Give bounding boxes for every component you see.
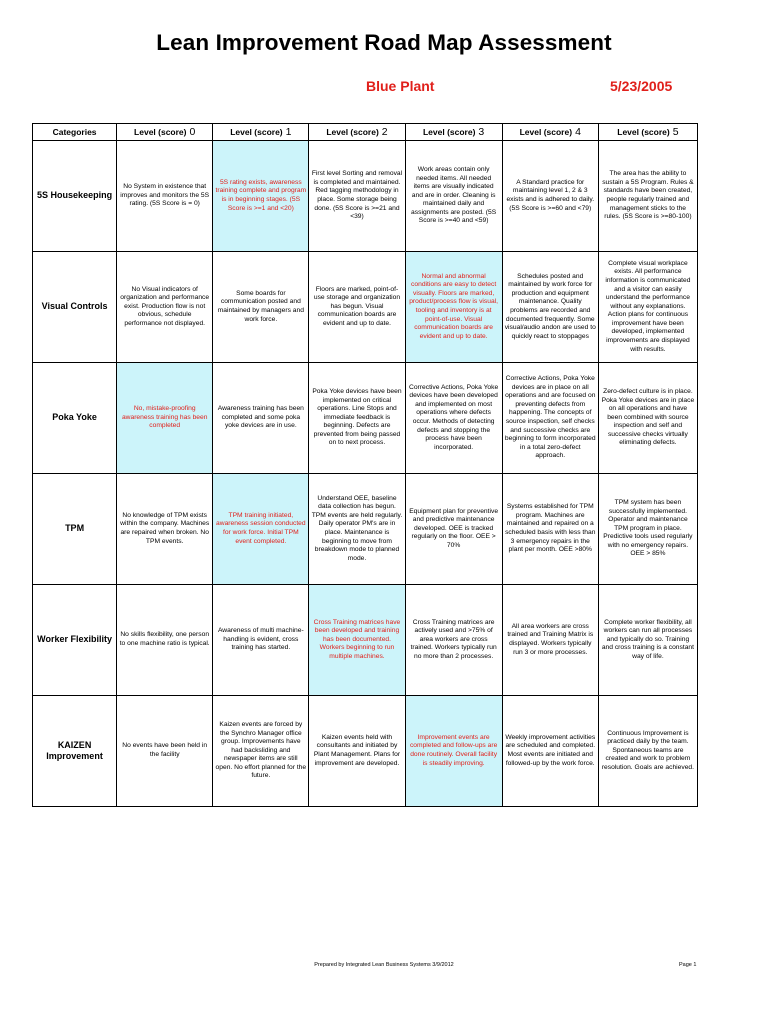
level-label: Level (score) xyxy=(422,127,476,137)
level-cell: Work areas contain only needed items. All needed items are visually indicated and are in order. Cleaning is maintained daily and assignments are posted. (5S Score is >=40 and <59) xyxy=(405,141,502,252)
level-cell: 5S rating exists, awareness training complete and program is in beginning stages. (5S Score is >=1 and <20) xyxy=(213,141,309,252)
category-cell: Visual Controls xyxy=(33,252,117,363)
header-level-2 xyxy=(309,124,405,141)
header-categories: Categories xyxy=(33,124,117,141)
level-cell: Awareness training has been completed and some poka yoke devices are in use. xyxy=(213,363,309,474)
level-number: 3 xyxy=(478,126,485,138)
level-cell: No, mistake-proofing awareness training has been completed xyxy=(117,363,213,474)
level-cell: Corrective Actions, Poka Yoke devices are in place on all operations and are focused on preventing defects from happening. The concepts of source inspection, self checks and successive checks are beginning to form incorporated in a total zero-defect approach. xyxy=(502,363,598,474)
level-cell: No System in existence that improves and monitors the 5S rating. (5S Score is = 0) xyxy=(117,141,213,252)
header-row xyxy=(33,124,698,141)
level-cell: Improvement events are completed and follow-ups are done routinely. Overall facility is steadily improving. xyxy=(405,696,502,807)
category-cell: Worker Flexibility xyxy=(33,585,117,696)
plant-name: Blue Plant xyxy=(366,78,435,94)
header-level-3 xyxy=(405,124,502,141)
level-cell: Normal and abnormal conditions are easy to detect visually. Floors are marked, product/process flow is visual, tooling and inventory is at point-of-use. Visual communication boards are evident and up to date. xyxy=(405,252,502,363)
level-cell: Poka Yoke devices have been implemented on critical operations. Line Stops and immediate feedback is beginning. Defects are prevented from being passed on to next process. xyxy=(309,363,405,474)
level-cell: Schedules posted and maintained by work force for production and equipment maintenance. Quality problems are recorded and documented frequently. Some visual/audio andon are used to quickly react to stoppages xyxy=(502,252,598,363)
level-cell: Floors are marked, point-of-use storage and organization has begun. Visual communication boards are evident and up to date. xyxy=(309,252,405,363)
level-cell: Corrective Actions, Poka Yoke devices have been developed and implemented on most operations where defects occur. Methods of detecting defects and stopping the process have been incorporated. xyxy=(405,363,502,474)
header-level-1 xyxy=(213,124,309,141)
header-level-4 xyxy=(502,124,598,141)
level-cell: All area workers are cross trained and Training Matrix is displayed. Workers typically run 3 or more processes. xyxy=(502,585,598,696)
level-cell: Weekly improvement activities are scheduled and completed. Most events are initiated and followed-up by the work force. xyxy=(502,696,598,807)
level-cell: TPM system has been successfully implemented. Operator and maintenance TPM program in place. Predictive tools used regularly with no emergency repairs. OEE > 85% xyxy=(598,474,697,585)
level-number: 0 xyxy=(189,126,196,138)
level-number: 1 xyxy=(285,126,292,138)
row-poka-yoke xyxy=(33,363,698,474)
level-cell: Some boards for communication posted and maintained by managers and work force. xyxy=(213,252,309,363)
header-level-0 xyxy=(117,124,213,141)
category-cell: KAIZEN Improvement xyxy=(33,696,117,807)
level-cell: Kaizen events held with consultants and initiated by Plant Management. Plans for improvement are developed. xyxy=(309,696,405,807)
level-cell: TPM training initiated, awareness session conducted for work force. Initial TPM event completed. xyxy=(213,474,309,585)
level-cell: No knowledge of TPM exists within the company. Machines are repaired when broken. No TPM events. xyxy=(117,474,213,585)
category-cell: 5S Housekeeping xyxy=(33,141,117,252)
level-cell: Understand OEE, baseline data collection has begun. TPM events are held regularly. Daily operator PM's are in place. Maintenance is beginning to move from breakdown mode to planned mode. xyxy=(309,474,405,585)
category-cell: TPM xyxy=(33,474,117,585)
level-cell: A Standard practice for maintaining level 1, 2 & 3 exists and is adhered to daily. (5S Score is >=60 and <79) xyxy=(502,141,598,252)
level-cell: Continuous Improvement is practiced daily by the team. Spontaneous teams are created and work to problem resolution. Goals are achieved. xyxy=(598,696,697,807)
level-cell: No Visual indicators of organization and performance exist. Production flow is not obvious, schedule performance not displayed. xyxy=(117,252,213,363)
page-number: Page 1 xyxy=(679,962,697,968)
level-cell: No skills flexibility, one person to one machine ratio is typical. xyxy=(117,585,213,696)
level-cell: Complete visual workplace exists. All performance information is communicated and a visitor can easily understand the performance without any explanations. Action plans for continuous improvement have been developed, implemented improvements are displayed with results. xyxy=(598,252,697,363)
level-cell: Equipment plan for preventive and predictive maintenance developed. OEE is tracked regularly on the floor. OEE > 70% xyxy=(405,474,502,585)
level-cell: No events have been held in the facility xyxy=(117,696,213,807)
level-number: 5 xyxy=(672,126,679,138)
level-cell: Cross Training matrices are actively used and >75% of area workers are cross trained. Workers typically run no more than 2 processes. xyxy=(405,585,502,696)
level-cell: Zero-defect culture is in place. Poka Yoke devices are in place on all operations and have been combined with source inspection and self and successive checks virtually eliminating defects. xyxy=(598,363,697,474)
row-tpm xyxy=(33,474,698,585)
assessment-table xyxy=(32,123,698,807)
level-label: Level (score) xyxy=(326,127,379,137)
level-number: 4 xyxy=(575,126,581,138)
level-cell: Complete worker flexibility, all workers can run all processes and typically do so. Training and cross training is a constant way of life. xyxy=(598,585,697,696)
level-cell: First level Sorting and removal is completed and maintained. Red tagging methodology in place. Some storage being done. (5S Score is >=21 and <39) xyxy=(309,141,405,252)
level-cell: Awareness of multi machine-handling is evident, cross training has started. xyxy=(213,585,309,696)
row-worker-flexibility xyxy=(33,585,698,696)
category-cell: Poka Yoke xyxy=(33,363,117,474)
level-number: 2 xyxy=(381,126,388,138)
level-cell: Cross Training matrices have been developed and training has been documented. Workers beginning to run multiple machines. xyxy=(309,585,405,696)
page-title: Lean Improvement Road Map Assessment xyxy=(156,30,612,55)
level-label: Level (score) xyxy=(134,127,187,137)
level-cell: Systems established for TPM program. Machines are maintained and repaired on a scheduled basis with less than 3 emergency repairs in the plant per month. OEE >80% xyxy=(502,474,598,585)
row-5s-housekeeping xyxy=(33,141,698,252)
level-label: Level (score) xyxy=(617,127,670,137)
level-label: Level (score) xyxy=(519,127,573,137)
level-cell: The area has the ability to sustain a 5S Program. Rules & standards have been created, people regularly trained and management sticks to the rules. (5S Score is >=80-100) xyxy=(598,141,697,252)
level-label: Level (score) xyxy=(230,127,283,137)
level-cell: Kaizen events are forced by the Synchro Manager office group. Improvements have had backsliding and newspaper items are still open. No effort planned for the future. xyxy=(213,696,309,807)
header-level-5 xyxy=(598,124,697,141)
row-kaizen-improvement xyxy=(33,696,698,807)
row-visual-controls xyxy=(33,252,698,363)
assessment-date: 5/23/2005 xyxy=(610,78,673,94)
footer-note: Prepared by Integrated Lean Business Systems 3/9/2012 xyxy=(314,962,454,968)
